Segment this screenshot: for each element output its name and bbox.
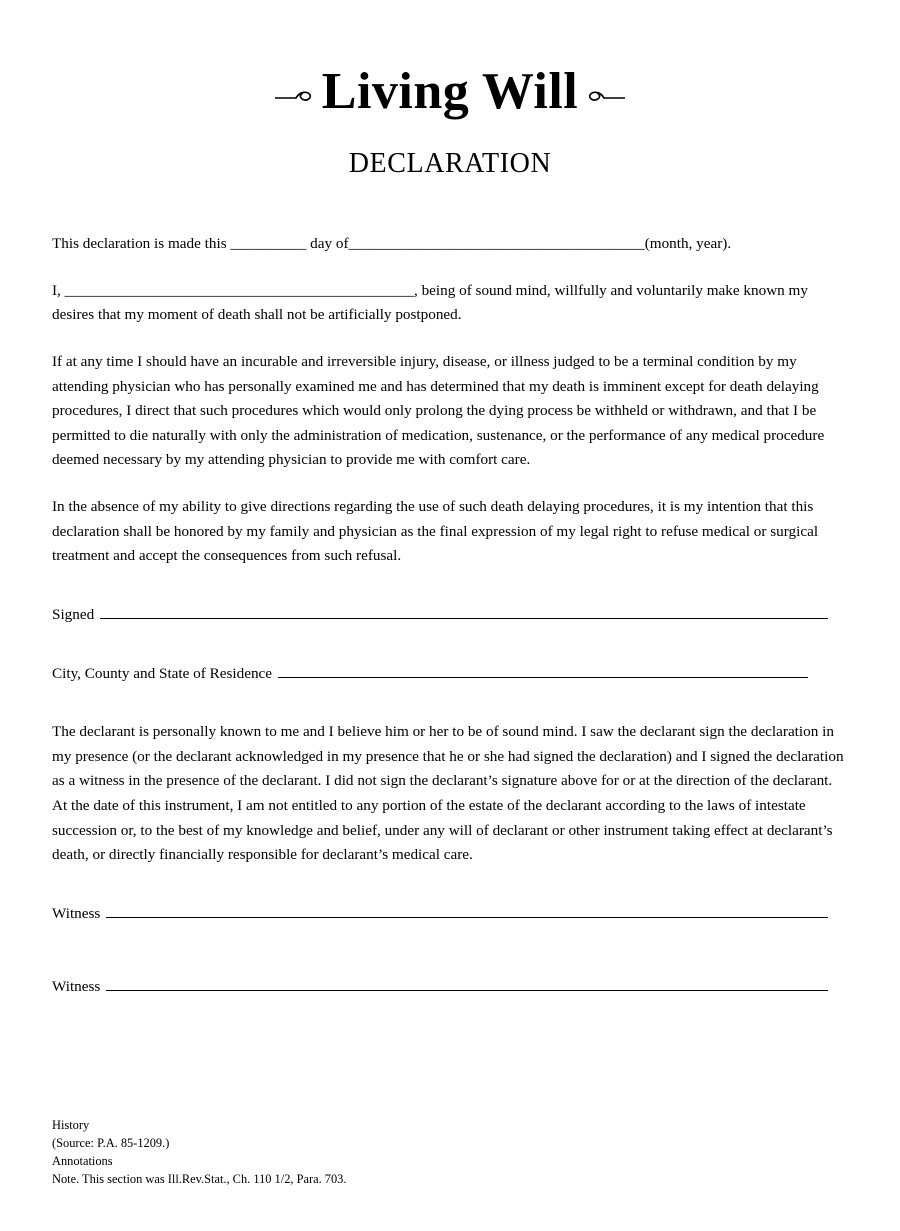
declarant-name-blank[interactable]: ______________________________________________ [64, 281, 414, 299]
spacer [52, 890, 848, 902]
paragraph-declarant-name [52, 279, 848, 328]
footer-annotations-label: Annotations [52, 1154, 113, 1169]
flourish-left-icon [274, 89, 314, 107]
paragraph-terminal-condition: If at any time I should have an incurable and irreversible injury, disease, or illness judged to be a terminal condition by my attending physician who has personally examined me and has determined that my death is imminent except for death delaying procedures, I direct that such procedures which would only prolong the dying process be withheld or withdrawn, and that I be permitted to die naturally with only the administration of medication, sustenance, or the performance of any medical procedure deemed necessary by my attending physician to provide me with comfort care. [52, 352, 825, 469]
spacer [52, 949, 848, 975]
signed-input-rule[interactable] [100, 605, 828, 619]
signed-line [52, 603, 848, 628]
page-subtitle: DECLARATION [348, 148, 552, 179]
document-page [0, 63, 900, 1231]
witness-label-2: Witness [52, 977, 101, 995]
witness-input-rule-1[interactable] [106, 904, 828, 918]
date-month-year-blank[interactable]: _______________________________________ [348, 235, 645, 252]
residence-input-rule[interactable] [278, 664, 808, 678]
document-body [52, 180, 848, 999]
footer-source: (Source: P.A. 85-1209.) [52, 1136, 170, 1151]
spacer [52, 591, 848, 603]
date-day-blank[interactable]: __________ [230, 235, 307, 252]
page-title: Living Will [321, 63, 579, 120]
witness-line-1 [52, 902, 848, 927]
paragraph-declaration-date [52, 232, 848, 257]
paragraph-absence-of-ability: In the absence of my ability to give directions regarding the use of such death delaying procedures, it is my intention that this declaration shall be honored by my family and physician as the final expression of my legal right to refuse medical or surgical treatment and accept the consequences from such refusal. [52, 498, 819, 565]
footer-history-label: History [52, 1118, 90, 1133]
spacer [52, 650, 848, 662]
made-this-mid: day of [306, 235, 349, 252]
residence-line [52, 662, 848, 687]
declarant-suffix: , being of sound mind, willfully and voluntarily make known my desires that my moment of death shall not be artificially postponed. [52, 281, 808, 324]
declarant-prefix: I, [52, 281, 65, 299]
witness-label-1: Witness [52, 904, 101, 922]
paragraph-witness-statement: The declarant is personally known to me and I believe him or her to be of sound mind. I saw the declarant sign the declaration in my presence (or the declarant acknowledged in my presence that he or she had signed the declaration) and I signed the declaration as a witness in the presence of the declarant. I did not sign the declarant’s signature above for or at the direction of the declarant. At the date of this instrument, I am not entitled to any portion of the estate of the declarant according to the laws of intestate succession or, to the best of my knowledge and belief, under any will of declarant or other instrument taking effect at declarant’s death, or directly financially responsible for declarant’s medical care. [52, 723, 844, 864]
witness-line-2 [52, 975, 848, 1000]
spacer [52, 708, 848, 720]
footer-notes [52, 1117, 346, 1189]
made-this-prefix: This declaration is made this [52, 235, 231, 252]
flourish-right-icon [586, 89, 626, 107]
signed-label: Signed [52, 605, 95, 623]
footer-note: Note. This section was Ill.Rev.Stat., Ch. 110 1/2, Para. 703. [52, 1172, 347, 1187]
made-this-suffix: (month, year). [644, 235, 732, 252]
title-block [0, 63, 900, 120]
residence-label: City, County and State of Residence [52, 664, 273, 682]
witness-input-rule-2[interactable] [106, 977, 828, 991]
